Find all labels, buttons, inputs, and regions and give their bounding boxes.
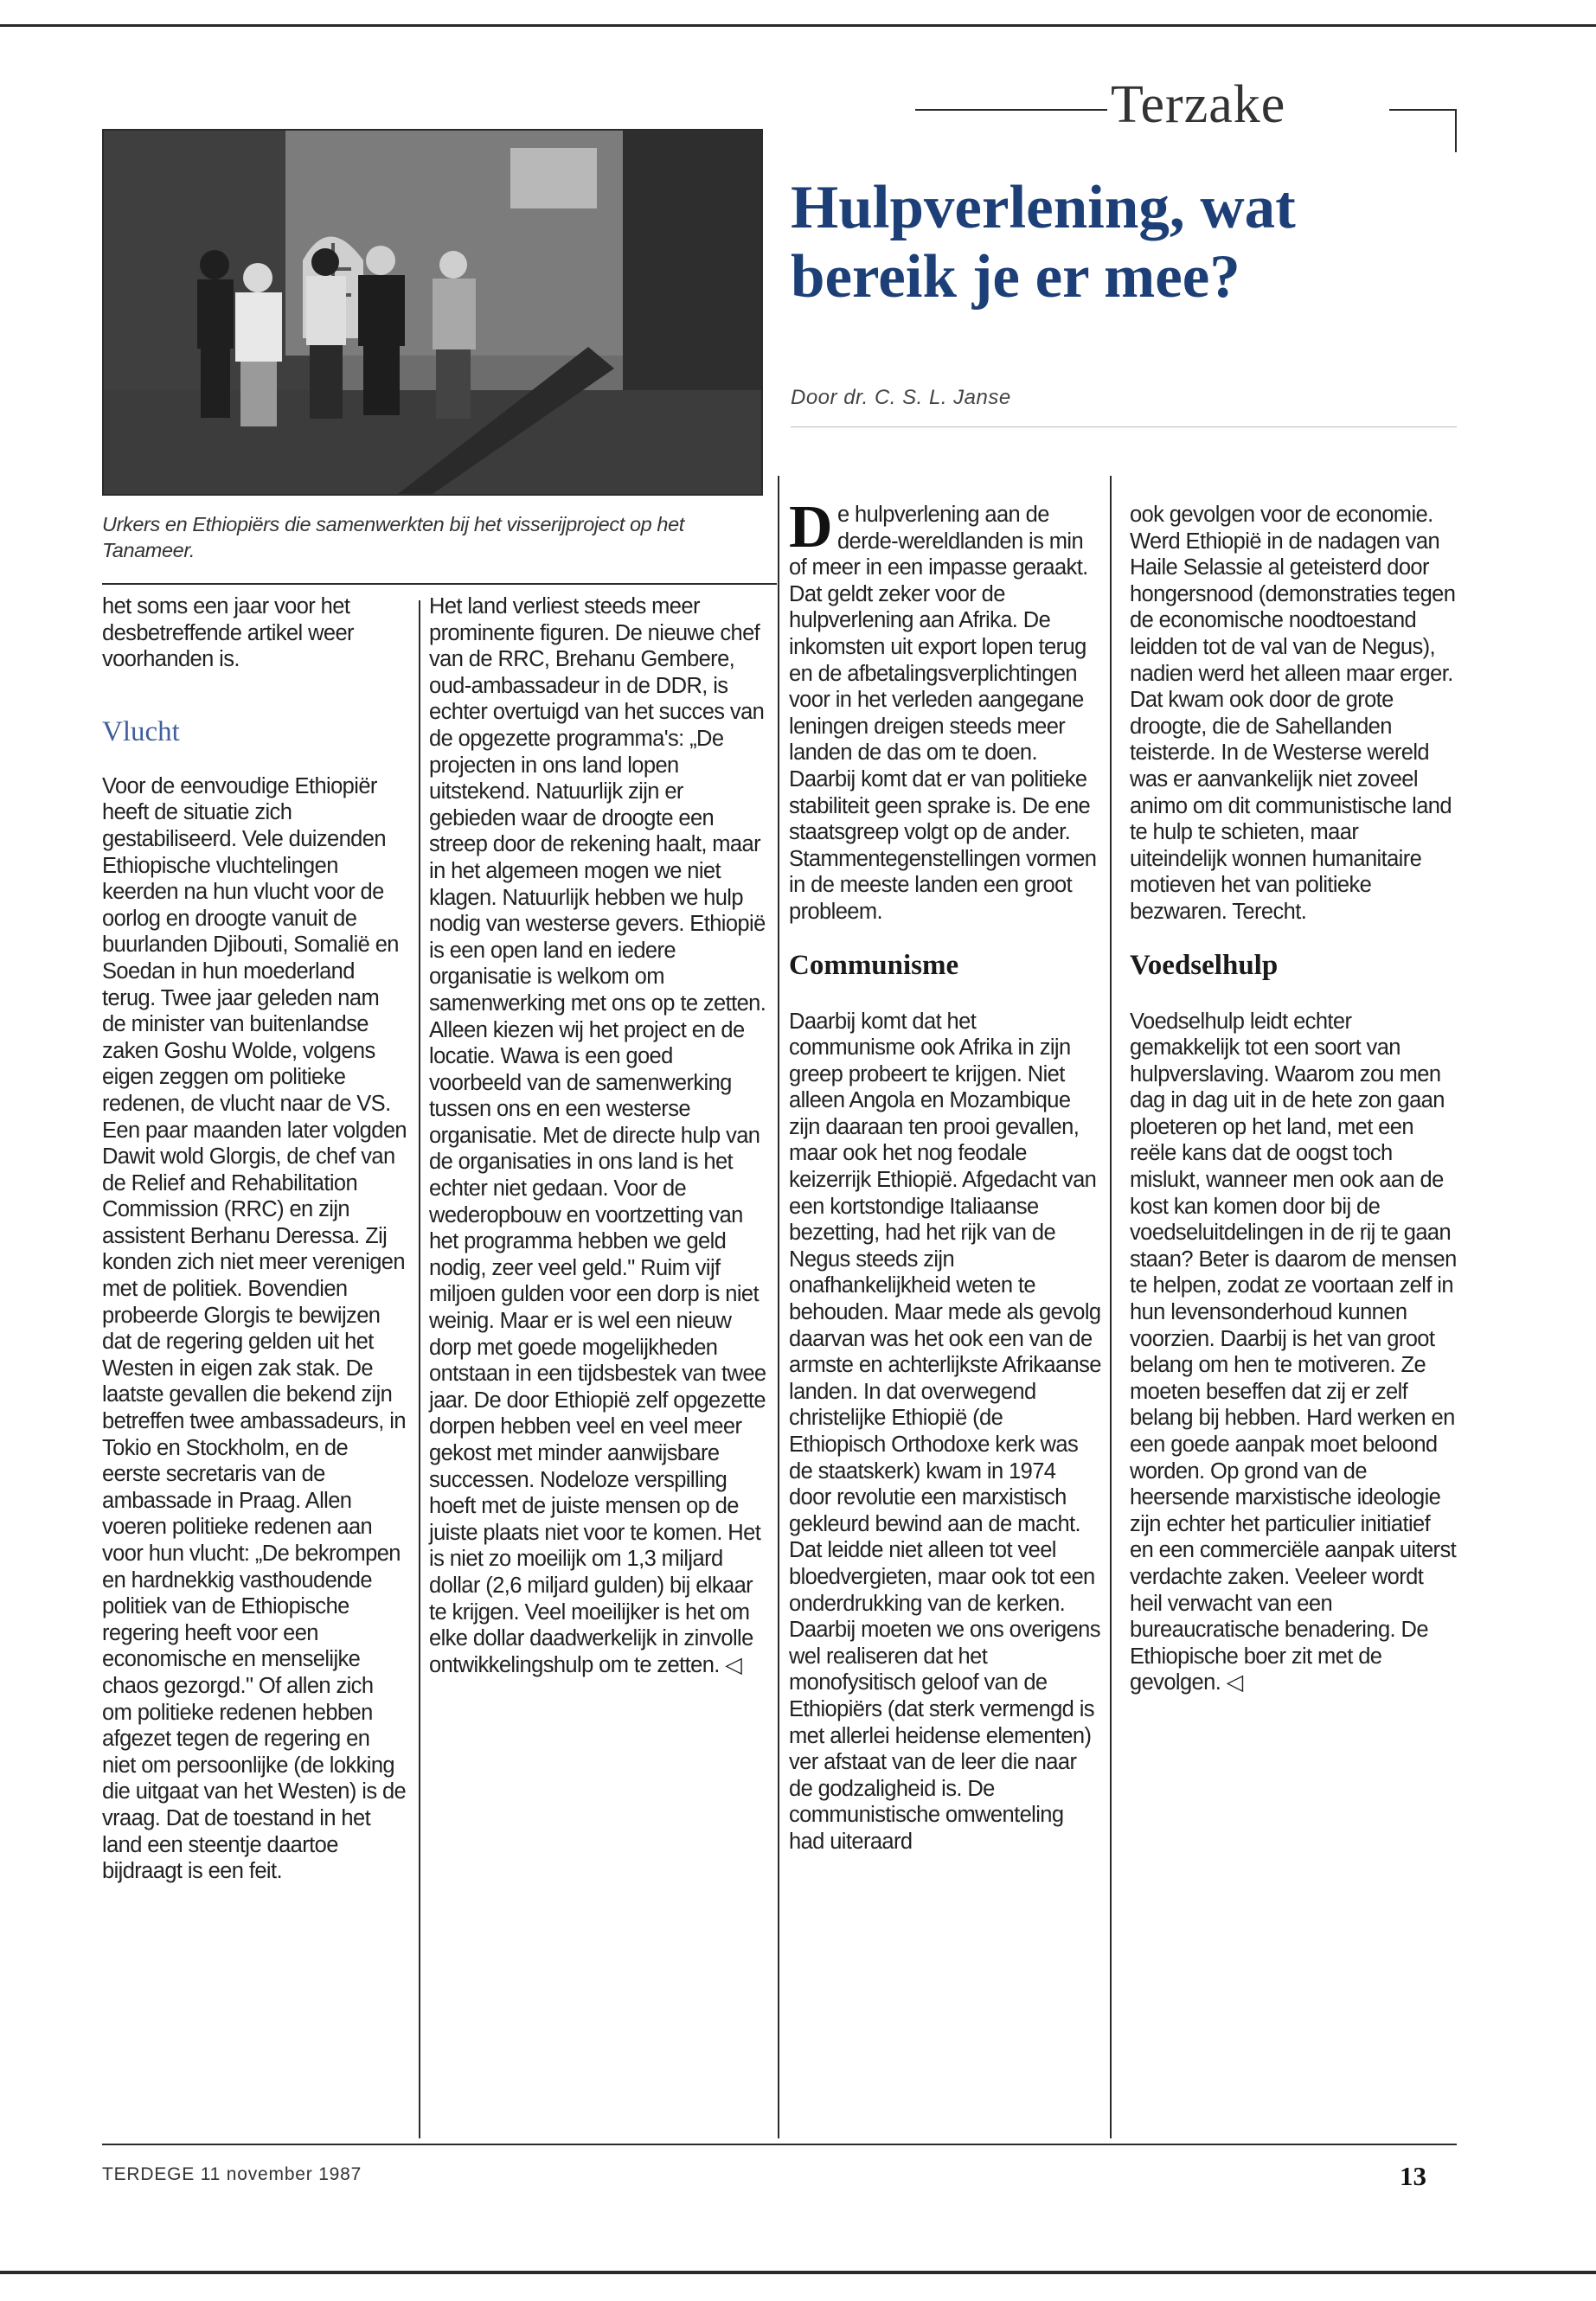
column-4-lead: ook gevolgen voor de economie. Werd Ethiopië in de nadagen van Haile Selassie al geteisterd door hongersnood (demonstraties tegen de economische noodtoestand leidden tot de val van de Negus), nadien werd het alleen maar erger. Dat kwam ook door de grote droogte, die de Sahellanden teisterde. In de Westerse wereld was er aanvankelijk niet zoveel animo om dit communistische land te hulp te schieten, maar uiteindelijk wonnen humanitaire motieven het van politieke bezwaren. Terecht.: [1130, 503, 1456, 924]
section-label: Terzake: [1111, 75, 1286, 134]
caption-rule: [102, 583, 777, 585]
footer-rule: [102, 2144, 1457, 2145]
publication-line: TERDEGE 11 november 1987: [102, 2164, 362, 2184]
column-4: [1130, 502, 1457, 1696]
top-rule: [0, 24, 1596, 27]
column-3: [789, 494, 1102, 1856]
byline: Door dr. C. S. L. Janse: [791, 386, 1011, 409]
section-heading-voedselhulp: Voedselhulp: [1130, 949, 1279, 981]
column-divider-1: [419, 600, 420, 2138]
bottom-rule: [0, 2271, 1596, 2274]
column-1-intro: het soms een jaar voor het desbetreffende artikel weer voorhanden is.: [102, 594, 354, 672]
article-photo: [102, 129, 763, 496]
column-1-body: Voor de eenvoudige Ethiopiër heeft de situatie zich gestabiliseerd. Vele duizenden Ethiopische vluchtelingen keerden na hun vlucht voor de oorlog en droogte vanuit de buurlanden Djibouti, Somalië en Soedan in hun moederland terug. Twee jaar geleden nam de minister van buitenlandse zaken Goshu Wolde, volgens eigen zeggen om politieke redenen, de vlucht naar de VS. Een paar maanden later volgden Dawit wold Glorgis, de chef van de Relief and Rehabilitation Commission (RRC) en zijn assistent Berhanu Deressa. Zij konden zich niet meer verenigen met de politiek. Bovendien probeerde Glorgis te bewijzen dat de regering gelden uit het Westen in eigen zak stak. De laatste gevallen die bekend zijn betreffen twee ambassadeurs, in Tokio en Stockholm, en de eerste secretaris van de ambassade in Praag. Allen voeren politieke redenen aan voor hun vlucht: „De bekrompen en hardnekkig vasthoudende politiek van de Ethiopische regering heeft voor een economische en menselijke chaos gezorgd." Of allen zich om politieke redenen hebben afgezet tegen de regering en niet om persoonlijke (de lokking die uitgaat van het Westen) is de vraag. Dat de toestand in het land een steentje daartoe bijdraagt is een feit.: [102, 773, 407, 1884]
column-3-lead: e hulpverlening aan de derde-wereldlanden is min of meer in een impasse geraakt. Dat geldt zeker voor de hulpverlening aan Afrika. De inkomsten uit export lopen terug en de afbetalingsverplichtingen voor in het verleden aangegane leningen dreigen steeds meer landen de das om te doen. Daarbij komt dat er van politieke stabiliteit geen sprake is. De ene staatsgreep volgt op de ander. Stammentegenstellingen vormen in de meeste landen een groot probleem.: [789, 503, 1097, 924]
drop-cap: D: [789, 494, 832, 561]
header-rule-left: [915, 109, 1107, 111]
column-1: [102, 593, 407, 1885]
page-number: 13: [1400, 2161, 1426, 2191]
header-rule-right: [1389, 109, 1457, 111]
column-2-body: Het land verliest steeds meer prominente figuren. De nieuwe chef van de RRC, Brehanu Gembere, oud-ambassadeur in de DDR, is echter overtuigd van het succes van de opgezette programma's: „De projecten in ons land lopen uitstekend. Natuurlijk zijn er gebieden waar de droogte een streep door de rekening haalt, maar in het algemeen mogen we niet klagen. Natuurlijk hebben we hulp nodig van westerse gevers. Ethiopië is een open land en iedere organisatie is welkom om samenwerking met ons op te zetten. Alleen kiezen wij het project en de locatie. Wawa is een goed voorbeeld van de samenwerking tussen ons en een westerse organisatie. Met de directe hulp van de organisaties in ons land is het echter niet gedaan. Voor de wederopbouw en voortzetting van het programma hebben we geld nodig, zeer veel geld." Ruim vijf miljoen gulden voor een dorp is niet weinig. Maar er is wel een nieuw dorp met goede mogelijkheden ontstaan in een tijdsbestek van twee jaar. De door Ethiopië zelf opgezette dorpen hebben veel en veel meer gekost met minder aanwijsbare successen. Nodeloze verspilling hoeft met de juiste mensen op de juiste plaats niet voor te komen. Het is niet zo moeilijk om 1,3 miljard dollar (2,6 miljard gulden) bij elkaar te krijgen. Veel moeilijker is het om elke dollar daadwerkelijk in zinvolle ontwikkelingshulp om te zetten. ◁: [429, 594, 766, 1677]
column-divider-3: [1110, 476, 1112, 2138]
photo-illustration: [104, 131, 761, 494]
header-rule-tick: [1455, 109, 1457, 152]
column-divider-2: [778, 476, 779, 2138]
photo-caption: Urkers en Ethiopiërs die samenwerkten bij het visserijproject op het Tanameer.: [102, 513, 684, 561]
column-3-body: Daarbij komt dat het communisme ook Afrika in zijn greep probeert te krijgen. Niet alleen Angola en Mozambique zijn daaraan ten prooi gevallen, maar ook het nog feodale keizerrijk Ethiopië. Afgedacht van een kortstondige Italiaanse bezetting, had het rijk van de Negus steeds zijn onafhankelijkheid weten te behouden. Maar mede als gevolg daarvan was het ook een van de armste en achterlijkste Afrikaanse landen. In dat overwegend christelijke Ethiopië (de Ethiopisch Orthodoxe kerk was de staatskerk) kwam in 1974 door revolutie een marxistisch gekleurd bewind aan de macht. Dat leidde niet alleen tot veel bloedvergieten, maar ook tot een onderdrukking van de kerken. Daarbij moeten we ons overigens wel realiseren dat het monofysitisch geloof van de Ethiopiërs (dat sterk vermengd is met allerlei heidense elementen) ver afstaat van de leer die naar de godzaligheid is. De communistische omwenteling had uiteraard: [789, 1009, 1101, 1854]
byline-rule: [791, 426, 1457, 427]
column-4-body: Voedselhulp leidt echter gemakkelijk tot een soort van hulpverslaving. Waarom zou men dag in dag uit in de hete zon gaan ploeteren op het land, met een reële kans dat de oogst toch mislukt, wanneer men ook aan de kost kan komen door bij de voedseluitdelingen in de rij te gaan staan? Beter is daarom de mensen te helpen, zodat ze voortaan zelf in hun levensonderhoud kunnen voorzien. Daarbij is het van groot belang om hen te motiveren. Ze moeten beseffen dat zij er zelf belang bij hebben. Hard werken en een goede aanpak moet beloond worden. Op grond van de heersende marxistische ideologie zijn echter het particulier initiatief en een commerciële aanpak uiterst verdachte zaken. Veeleer wordt heil verwacht van een bureaucratische benadering. De Ethiopische boer zit met de gevolgen. ◁: [1130, 1009, 1457, 1695]
section-heading-communisme: Communisme: [789, 949, 959, 981]
headline: Hulpverlening, wat bereik je er mee?: [791, 174, 1296, 311]
column-2: [429, 593, 768, 1678]
section-heading-vlucht: Vlucht: [102, 715, 180, 747]
